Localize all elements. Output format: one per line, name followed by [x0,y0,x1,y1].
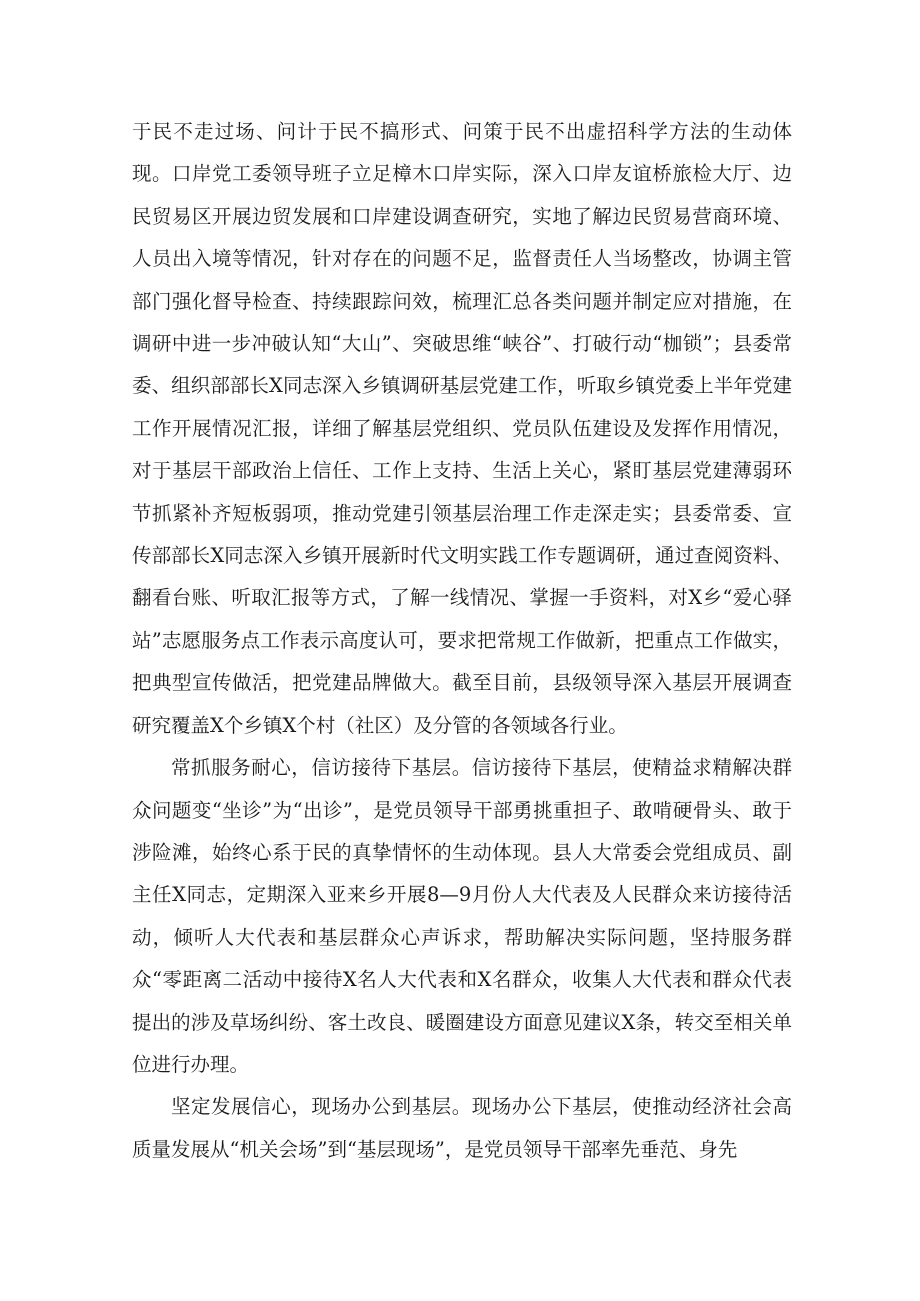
paragraph-petition-reception: 常抓服务耐心，信访接待下基层。信访接待下基层，使精益求精解决群众问题变“坐诊”为“出诊”，是党员领导干部勇挑重担子、敢啃硬骨头、敢于涉险滩，始终心系于民的真挚情怀的生动体现。县人大常委会党组成员、副主任X同志，定期深入亚来乡开展8—9月份人大代表及人民群众来访接待活动，倾听人大代表和基层群众心声诉求，帮助解决实际问题，坚持服务群众“零距离二活动中接待X名人大代表和X名群众，收集人大代表和群众代表提出的涉及草场纠纷、客土改良、暖圈建设方面意见建议X条，转交至相关单位进行办理。 [132,756,792,1076]
paragraph-onsite-office: 坚定发展信心，现场办公到基层。现场办公下基层，使推动经济社会高质量发展从“机关会场”到“基层现场”，是党员领导干部率先垂范、身先 [132,1095,792,1161]
document-body [132,111,792,1171]
paragraph-survey-continuation: 于民不走过场、问计于民不搞形式、问策于民不出虚招科学方法的生动体现。口岸党工委领导班子立足樟木口岸实际，深入口岸友谊桥旅检大厅、边民贸易区开展边贸发展和口岸建设调查研究，实地了解边民贸易营商环境、人员出入境等情况，针对存在的问题不足，监督责任人当场整改，协调主管部门强化督导检查、持续跟踪问效，梳理汇总各类问题并制定应对措施，在调研中进一步冲破认知“大山”、突破思维“峡谷”、打破行动“枷锁”；县委常委、组织部部长X同志深入乡镇调研基层党建工作，听取乡镇党委上半年党建工作开展情况汇报，详细了解基层党组织、党员队伍建设及发挥作用情况，对于基层干部政治上信任、工作上支持、生活上关心，紧盯基层党建薄弱环节抓紧补齐短板弱项，推动党建引领基层治理工作走深走实；县委常委、宣传部部长X同志深入乡镇开展新时代文明实践工作专题调研，通过查阅资料、翻看台账、听取汇报等方式，了解一线情况、掌握一手资料，对X乡“爱心驿站”志愿服务点工作表示高度认可，要求把常规工作做新，把重点工作做实，把典型宣传做活，把党建品牌做大。截至目前，县级领导深入基层开展调查研究覆盖X个乡镇X个村（社区）及分管的各领域各行业。 [132,120,792,737]
